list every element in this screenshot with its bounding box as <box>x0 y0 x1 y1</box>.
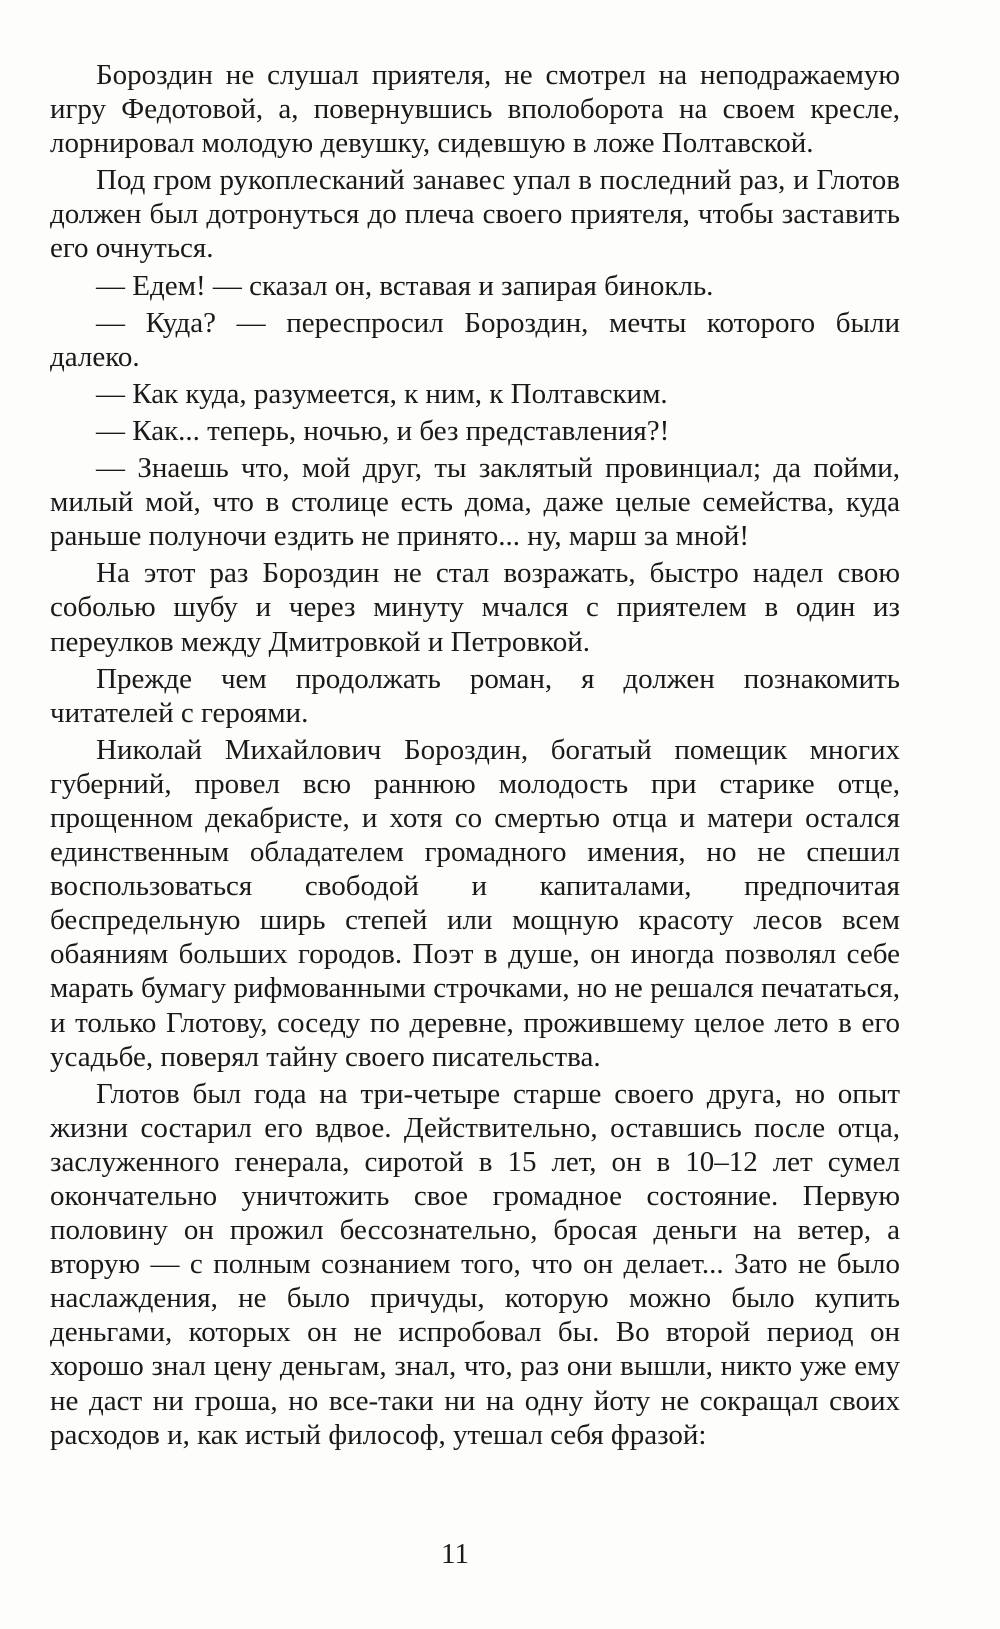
dialogue-line-1: — Едем! — сказал он, вставая и запирая бинокль. <box>96 269 714 302</box>
body-text <box>50 58 900 1455</box>
paragraph-3: На этот раз Бороздин не стал возражать, быстро надел свою соболью шубу и через минуту мчался с приятелем в один из переулков между Дмитровкой и Петровкой. <box>50 557 900 658</box>
dialogue-line-4: — Как... теперь, ночью, и без представления?! <box>96 414 670 447</box>
dialogue-line-2: — Куда? — переспросил Бороздин, мечты которого были далеко. <box>50 306 900 373</box>
paragraph-4: Прежде чем продолжать роман, я должен познакомить читателей с героями. <box>50 662 900 729</box>
paragraph-6: Глотов был года на три-четыре старше своего друга, но опыт жизни состарил его вдвое. Действительно, оставшись после отца, заслуженного генерала, сиротой в 15 лет, он в 10–12 лет сумел окончательно уничтожить свое громадное состояние. Первую половину он прожил бессознательно, бросая деньги на ветер, а вторую — с полным сознанием того, что он делает... Зато не было наслаждения, не было причуды, которую можно было купить деньгами, которых он не испробовал бы. Во второй период он хорошо знал цену деньгам, знал, что, раз они вышли, никто уже ему не даст ни гроша, но все-таки ни на одну йоту не сокращал своих расходов и, как истый философ, утешал себя фразой: <box>50 1077 900 1451</box>
page-number: 11 <box>441 1538 469 1570</box>
paragraph-2: Под гром рукоплесканий занавес упал в последний раз, и Глотов должен был дотронуться до плеча своего приятеля, чтобы заставить его очнуться. <box>50 164 900 265</box>
paragraph-1: Бороздин не слушал приятеля, не смотрел на неподражаемую игру Федотовой, а, повернувшись вполоборота на своем кресле, лорнировал молодую девушку, сидевшую в ложе Полтавской. <box>50 59 900 160</box>
paragraph-5: Николай Михайлович Бороздин, богатый помещик многих губерний, провел всю раннюю молодость при старике отце, прощенном декабристе, и хотя со смертью отца и матери остался единственным обладателем громадного имения, но не спешил воспользоваться свободой и капиталами, предпочитая беспредельную ширь степей или мощную красоту лесов всем обаяниям больших городов. Поэт в душе, он иногда позволял себе марать бумагу рифмованными строчками, но не решался печататься, и только Глотову, соседу по деревне, прожившему целое лето в его усадьбе, поверял тайну своего писательства. <box>50 733 900 1073</box>
dialogue-line-3: — Как куда, разумеется, к ним, к Полтавским. <box>96 377 668 410</box>
dialogue-line-5: — Знаешь что, мой друг, ты заклятый провинциал; да пойми, милый мой, что в столице есть дома, даже целые семейства, куда раньше полуночи ездить не принято... ну, марш за мной! <box>50 452 900 553</box>
